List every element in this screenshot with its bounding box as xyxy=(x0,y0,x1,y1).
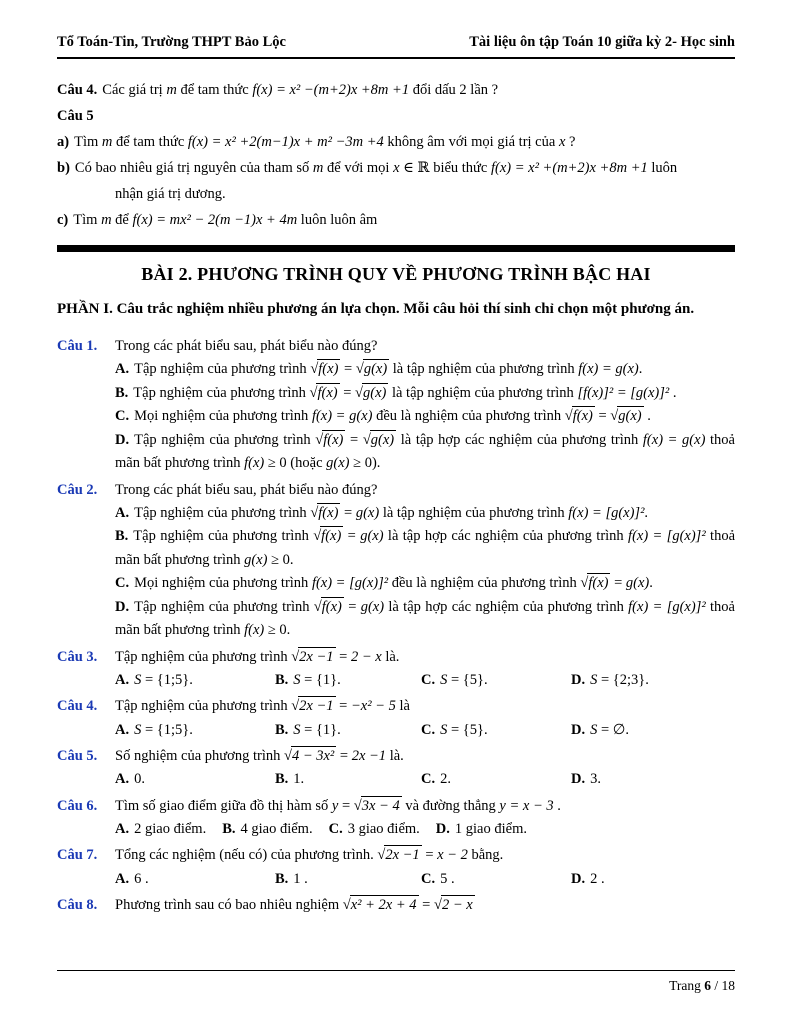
choice-key: B. xyxy=(115,528,129,545)
choice-key: A. xyxy=(115,721,130,738)
choice-key: B. xyxy=(275,721,289,738)
choice-c xyxy=(421,868,571,891)
choice-d xyxy=(436,818,527,841)
intro-part-a-text: Tìm m để tam thức f(x) = x² +2(m−1)x + m² −3m +4 không âm với mọi giá trị của x ? xyxy=(74,133,576,150)
intro-cau5-line xyxy=(57,105,735,128)
choice-text: 2 . xyxy=(590,870,605,887)
page-number xyxy=(669,978,735,993)
page-footer xyxy=(57,970,735,994)
choice-key: A. xyxy=(115,504,130,521)
choice-text: 2. xyxy=(440,771,451,788)
choice-key: B. xyxy=(222,820,236,837)
question-cau-3 xyxy=(57,646,735,693)
choice-b xyxy=(275,669,421,692)
part-one-heading: PHẦN I. Câu trắc nghiệm nhiều phương án lựa chọn. Mỗi câu hỏi thí sinh chỉ chọn một phương án. xyxy=(57,301,695,318)
question-stem: Phương trình sau có bao nhiêu nghiệm √ x² + 2x + 4 = √ 2 − x xyxy=(115,894,735,917)
question-body xyxy=(115,745,735,792)
choice-text: S = {5}. xyxy=(440,671,488,688)
choice-b xyxy=(115,382,735,405)
choice-key: C. xyxy=(421,771,436,788)
page-number-current: 6 xyxy=(704,978,711,993)
choice-text: Tập nghiệm của phương trình √ f(x) = g(x) là tập hợp các nghiệm của phương trình f(x) = [g(x)]² thoả mãn bất phương trình g(x) ≥ 0. xyxy=(115,528,735,567)
choice-key: C. xyxy=(115,408,130,425)
choice-key: A. xyxy=(115,820,130,837)
choice-b xyxy=(275,768,421,791)
page-header xyxy=(57,34,735,59)
choice-key: D. xyxy=(571,721,586,738)
choice-key: A. xyxy=(115,771,130,788)
header-left-text: Tổ Toán-Tin, Trường THPT Bảo Lộc xyxy=(57,34,286,50)
question-stem: Tập nghiệm của phương trình √ 2x −1 = 2 − x là. xyxy=(115,646,735,669)
intro-part-c-text: Tìm m để f(x) = mx² − 2(m −1)x + 4m luôn luôn âm xyxy=(73,211,378,228)
choice-text: S = {5}. xyxy=(440,721,488,738)
choice-key: D. xyxy=(571,870,586,887)
choice-a xyxy=(115,719,275,742)
choice-d xyxy=(571,669,735,692)
choice-text: 4 giao điểm. xyxy=(240,820,313,837)
question-body xyxy=(115,795,735,842)
choice-d xyxy=(571,719,735,742)
choice-c xyxy=(115,405,735,428)
intro-part-a-line xyxy=(57,131,735,154)
choice-c xyxy=(421,768,571,791)
choices-inline xyxy=(115,818,735,841)
choice-key: B. xyxy=(275,870,289,887)
question-cau-7 xyxy=(57,844,735,891)
choice-d xyxy=(115,429,735,476)
choice-text: 1 giao điểm. xyxy=(454,820,527,837)
choice-b xyxy=(222,818,312,841)
question-label: Câu 1. xyxy=(57,337,98,354)
question-cau-1 xyxy=(57,335,735,476)
choice-d xyxy=(571,868,735,891)
intro-part-b-label: b) xyxy=(57,159,70,176)
choice-a xyxy=(115,768,275,791)
question-cau-6 xyxy=(57,795,735,842)
choice-text: S = ∅. xyxy=(590,721,630,738)
section-title: BÀI 2. PHƯƠNG TRÌNH QUY VỀ PHƯƠNG TRÌNH BẬC HAI xyxy=(141,264,651,285)
question-stem: Tập nghiệm của phương trình √ 2x −1 = −x² − 5 là xyxy=(115,695,735,718)
choice-text: Mọi nghiệm của phương trình f(x) = g(x) đều là nghiệm của phương trình √ f(x) = √ g(x) . xyxy=(134,408,651,424)
choice-text: 1 . xyxy=(293,870,308,887)
choice-c xyxy=(421,669,571,692)
question-cau-2 xyxy=(57,479,735,643)
question-label: Câu 3. xyxy=(57,648,98,665)
question-cau-8 xyxy=(57,894,735,917)
choices-row xyxy=(115,868,735,891)
intro-cau4-text: Các giá trị m để tam thức f(x) = x² −(m+2)x +8m +1 đổi dấu 2 lần ? xyxy=(102,82,499,98)
question-stem: Số nghiệm của phương trình √ 4 − 3x² = 2x −1 là. xyxy=(115,745,735,768)
choice-key: C. xyxy=(421,870,436,887)
choice-a xyxy=(115,818,206,841)
choice-text: S = {1}. xyxy=(293,671,341,688)
question-label: Câu 8. xyxy=(57,897,98,913)
choice-text: S = {1;5}. xyxy=(134,671,193,688)
choice-text: 5 . xyxy=(440,870,455,887)
question-stem: Tổng các nghiệm (nếu có) của phương trình. √ 2x −1 = x − 2 bằng. xyxy=(115,844,735,867)
choice-a xyxy=(115,502,735,525)
choice-c xyxy=(329,818,420,841)
choice-text: Mọi nghiệm của phương trình f(x) = [g(x)]² đều là nghiệm của phương trình √ f(x) = g(x). xyxy=(134,575,653,591)
page-number-prefix: Trang xyxy=(669,978,705,993)
choice-key: B. xyxy=(275,671,289,688)
question-body xyxy=(115,646,735,693)
intro-part-b-text2: nhận giá trị dương. xyxy=(115,185,226,202)
choice-key: B. xyxy=(115,384,129,401)
choice-d xyxy=(571,768,735,791)
choice-c xyxy=(421,719,571,742)
choice-c xyxy=(115,572,735,595)
choice-key: C. xyxy=(328,820,343,837)
intro-cau5-label: Câu 5 xyxy=(57,107,94,124)
intro-part-c-label: c) xyxy=(57,211,69,228)
choice-key: D. xyxy=(115,431,130,448)
question-stem: Trong các phát biểu sau, phát biểu nào đúng? xyxy=(115,481,378,498)
question-label: Câu 4. xyxy=(57,698,98,715)
question-body xyxy=(115,844,735,891)
choice-text: 1. xyxy=(293,771,305,788)
intro-part-b-text: Có bao nhiêu giá trị nguyên của tham số m để với mọi x ∈ ℝ biểu thức f(x) = x² +(m+2)x +8m +1 luôn xyxy=(74,159,678,176)
thick-divider-bar xyxy=(57,245,735,252)
choice-text: Tập nghiệm của phương trình √ f(x) = √ g(x) là tập nghiệm của phương trình [f(x)]² = [g(x)]² . xyxy=(133,385,676,401)
question-label: Câu 2. xyxy=(57,481,98,498)
choice-d xyxy=(115,596,735,643)
choice-key: C. xyxy=(421,721,436,738)
choice-text: 6 . xyxy=(134,870,149,887)
choice-text: 0. xyxy=(134,771,145,788)
choices-row xyxy=(115,719,735,742)
choice-a xyxy=(115,669,275,692)
choice-key: D. xyxy=(435,820,450,837)
choice-text: S = {1;5}. xyxy=(134,721,193,738)
choice-key: C. xyxy=(421,671,436,688)
question-cau-5 xyxy=(57,745,735,792)
question-body xyxy=(115,479,735,643)
question-label: Câu 6. xyxy=(57,797,98,814)
choice-text: Tập nghiệm của phương trình √ f(x) = √ g(x) là tập nghiệm của phương trình f(x) = g(x). xyxy=(134,361,642,377)
choice-key: A. xyxy=(115,671,130,688)
choices-row xyxy=(115,768,735,791)
choice-b xyxy=(115,525,735,572)
choice-key: D. xyxy=(571,771,586,788)
choice-key: D. xyxy=(115,598,130,615)
choice-key: C. xyxy=(115,575,130,592)
header-right-text: Tài liệu ôn tập Toán 10 giữa kỳ 2- Học sinh xyxy=(469,34,735,50)
choice-a xyxy=(115,868,275,891)
choices-row xyxy=(115,669,735,692)
question-body xyxy=(115,695,735,742)
choice-text: 3. xyxy=(590,771,601,788)
question-body xyxy=(115,894,735,917)
question-list xyxy=(57,335,735,917)
choice-text: 2 giao điểm. xyxy=(134,820,207,837)
choice-text: Tập nghiệm của phương trình √ f(x) = √ g(x) là tập hợp các nghiệm của phương trình f(x) = g(x) thoả mãn bất phương trình f(x) ≥ 0 (hoặc g(x) ≥ 0). xyxy=(115,432,735,471)
intro-part-b-line xyxy=(57,157,735,180)
intro-part-b-continuation xyxy=(57,183,735,206)
choice-text: 3 giao điểm. xyxy=(347,820,420,837)
intro-part-c-line xyxy=(57,209,735,232)
question-stem: Trong các phát biểu sau, phát biểu nào đúng? xyxy=(115,337,378,354)
choice-a xyxy=(115,358,735,381)
choice-text: Tập nghiệm của phương trình √ f(x) = g(x) là tập nghiệm của phương trình f(x) = [g(x)]². xyxy=(134,505,648,521)
page-number-suffix: / 18 xyxy=(710,978,735,993)
exercise-intro xyxy=(57,79,735,231)
intro-cau4-label: Câu 4. xyxy=(57,82,98,98)
choice-text: S = {1}. xyxy=(293,721,341,738)
choice-key: D. xyxy=(571,671,586,688)
intro-cau4-line xyxy=(57,79,735,102)
question-stem: Tìm số giao điểm giữa đồ thị hàm số y = √ 3x − 4 và đường thẳng y = x − 3 . xyxy=(115,795,735,818)
choice-key: B. xyxy=(275,771,289,788)
question-cau-4 xyxy=(57,695,735,742)
choice-b xyxy=(275,868,421,891)
choice-key: A. xyxy=(115,361,130,378)
question-label: Câu 5. xyxy=(57,747,98,764)
choice-b xyxy=(275,719,421,742)
question-label: Câu 7. xyxy=(57,847,98,864)
choice-text: Tập nghiệm của phương trình √ f(x) = g(x) là tập hợp các nghiệm của phương trình f(x) = [g(x)]² thoả mãn bất phương trình f(x) ≥ 0. xyxy=(115,599,735,638)
choice-text: S = {2;3}. xyxy=(590,671,649,688)
choice-key: A. xyxy=(115,870,130,887)
intro-part-a-label: a) xyxy=(57,133,70,150)
question-body xyxy=(115,335,735,476)
